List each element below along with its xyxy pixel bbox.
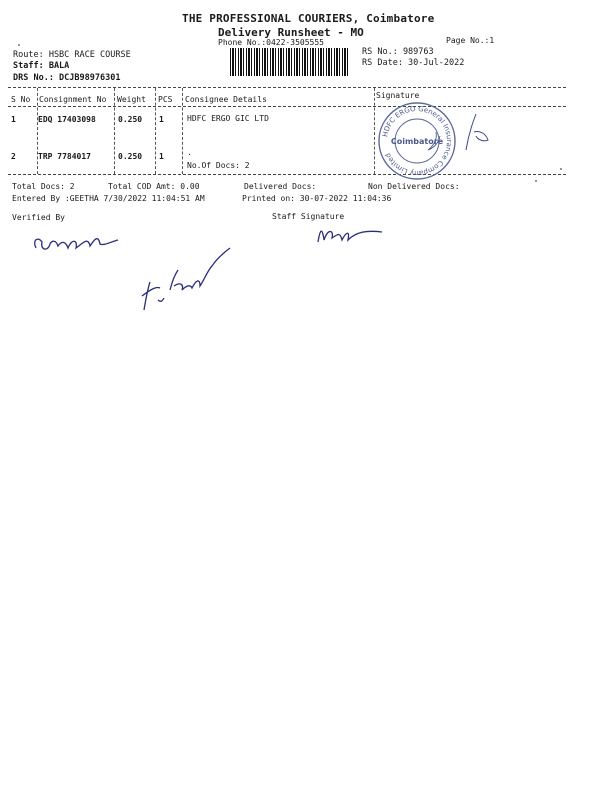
staff-label: Staff: BALA [13,61,70,71]
rs-date: RS Date: 30-Jul-2022 [362,58,465,68]
page-number: Page No.:1 [446,36,495,45]
staff-signature-label: Staff Signature [272,212,345,221]
entered-by: Entered By :GEETHA 7/30/2022 11:04:51 AM [12,194,205,203]
column-divider [182,88,183,174]
company-stamp [376,100,458,182]
svg-text:HDFC ERGO General Insurance Co: HDFC ERGO General Insurance Company Limited [381,104,454,178]
company-name: THE PROFESSIONAL COURIERS, Coimbatore [182,12,435,25]
barcode [230,48,350,76]
row-consignee: . [187,148,192,157]
column-divider [374,88,375,174]
row-weight: 0.250 [118,152,143,161]
row-sno: 2 [11,152,16,161]
rs-number: RS No.: 989763 [362,47,434,57]
non-delivered-docs: Non Delivered Docs: [368,182,460,191]
row-weight: 0.250 [118,115,143,124]
handwritten-initials [134,240,234,320]
row-consignment-no: EDQ 17403098 [38,115,96,124]
row-pcs: 1 [159,115,164,124]
scan-speck [535,180,537,182]
column-header-consignee: Consignee Details [185,95,267,104]
column-divider [155,88,156,174]
row-pcs: 1 [159,152,164,161]
row-sno: 1 [11,115,16,124]
total-cod-amount: Total COD Amt: 0.00 [108,182,200,191]
printed-on: Printed on: 30-07-2022 11:04:36 [242,194,392,203]
total-docs: Total Docs: 2 [12,182,75,191]
row-consignee: HDFC ERGO GIC LTD [187,114,269,123]
row-consignment-no: TRP 7784017 [38,152,91,161]
column-divider [114,88,115,174]
row-doc-count: No.Of Docs: 2 [187,161,250,170]
verified-by-label: Verified By [12,213,65,222]
table-bottom-border [8,174,566,175]
column-header-signature: Signature [376,91,420,100]
phone-number: Phone No.:0422-3505555 [218,38,324,47]
document-title: Delivery Runsheet - MO [218,26,364,39]
column-header-weight: Weight [117,95,146,104]
delivered-docs: Delivered Docs: [244,182,317,191]
column-divider [37,88,38,174]
stamp-signature-scribble [458,110,498,158]
staff-signature-scribble [312,220,392,248]
column-header-consignment: Consignment No [39,95,107,104]
table-header-border [8,106,566,107]
scan-speck [18,44,20,46]
verifier-signature [28,226,128,262]
column-header-sno: S No [11,95,31,104]
drs-number: DRS No.: DCJB98976301 [13,73,121,83]
column-header-pcs: PCS [158,95,173,104]
svg-text:Coimbatore: Coimbatore [390,137,444,146]
scan-speck [560,168,562,170]
route-label: Route: HSBC RACE COURSE [13,50,131,60]
table-top-border [8,87,566,88]
